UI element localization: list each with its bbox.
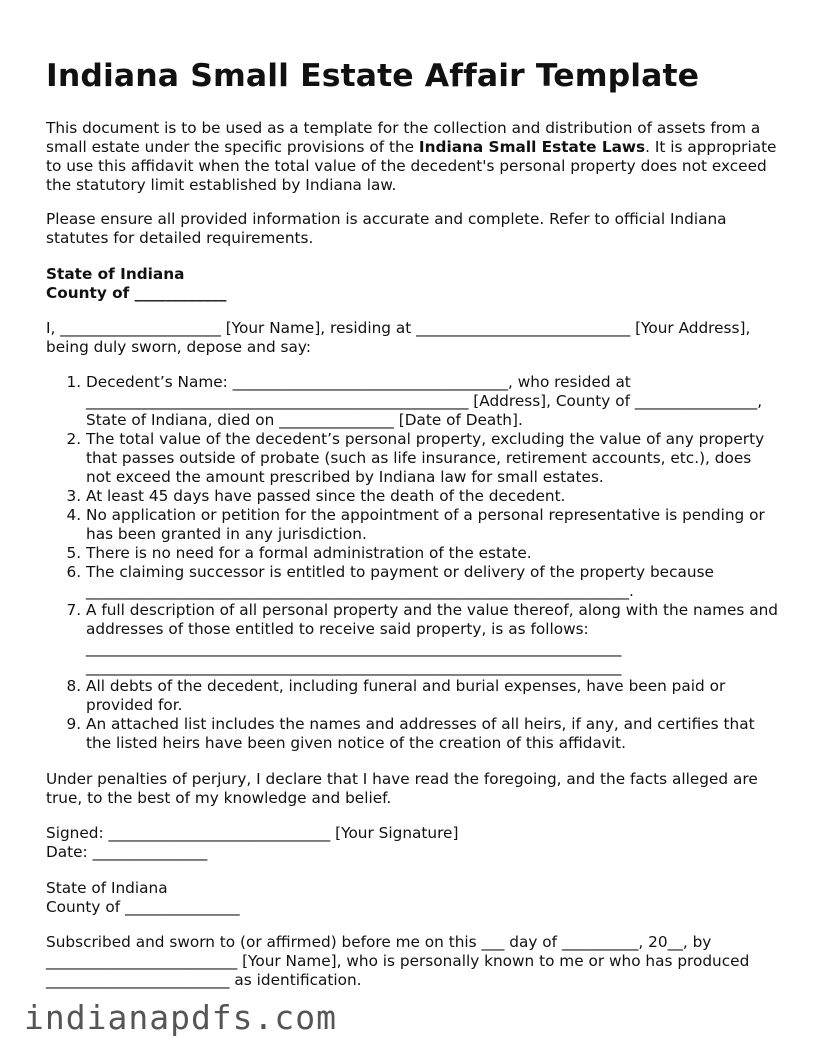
intro-text-1: This document is to be used as a template for the collection and distribution of assets from a small estate under the specific provisions of the bbox=[46, 119, 761, 156]
notary-venue-county: County of _______________ bbox=[46, 898, 240, 916]
venue-block bbox=[46, 265, 226, 303]
notary-venue-block bbox=[46, 879, 240, 917]
notary-jurat: Subscribed and sworn to (or affirmed) before me on this ___ day of __________, 20__, by _________________________ [Your Name], who is personally known to me or who has produced ________________________ as identification. bbox=[46, 933, 750, 989]
site-watermark: indianapdfs.com bbox=[24, 998, 338, 1037]
list-item: 5. There is no need for a formal administration of the estate. bbox=[86, 544, 778, 563]
list-item: 1. Decedent’s Name: ____________________________________, who resided at __________________________________________________ [Address], County of ________________, State of Indiana, died on _______________ [Date of Death]. bbox=[86, 373, 778, 430]
notary-venue-state: State of Indiana bbox=[46, 879, 168, 897]
signature-block bbox=[46, 824, 458, 862]
list-item: 4. No application or petition for the appointment of a personal representative is pending or has been granted in any jurisdiction. bbox=[86, 506, 778, 544]
list-item: 3. At least 45 days have passed since the death of the decedent. bbox=[86, 487, 778, 506]
signature-line: Signed: _____________________________ [Your Signature] bbox=[46, 824, 459, 842]
venue-state: State of Indiana bbox=[46, 265, 185, 283]
list-item: 2. The total value of the decedent’s personal property, excluding the value of any property that passes outside of probate (such as life insurance, retirement accounts, etc.), does not exceed the amount prescribed by Indiana law for small estates. bbox=[86, 430, 778, 487]
oath-paragraph: I, _____________________ [Your Name], residing at ____________________________ [Your Address], being duly sworn, depose and say: bbox=[46, 319, 751, 356]
perjury-declaration: Under penalties of perjury, I declare that I have read the foregoing, and the facts alleged are true, to the best of my knowledge and belief. bbox=[46, 770, 758, 807]
intro-bold-law-name: Indiana Small Estate Laws bbox=[418, 138, 646, 156]
intro-paragraph bbox=[46, 119, 778, 195]
venue-county: County of ____________ bbox=[46, 284, 227, 302]
date-line: Date: _______________ bbox=[46, 843, 208, 861]
page-title: Indiana Small Estate Affair Template bbox=[46, 58, 700, 94]
instructions-paragraph: Please ensure all provided information is accurate and complete. Refer to official Indiana statutes for detailed requirements. bbox=[46, 210, 727, 247]
list-item: 8. All debts of the decedent, including funeral and burial expenses, have been paid or provided for. bbox=[86, 677, 778, 715]
list-item: 6. The claiming successor is entitled to payment or delivery of the property because _______________________________________________________________________. bbox=[86, 563, 778, 601]
list-item: 7. A full description of all personal property and the value thereof, along with the names and addresses of those entitled to receive said property, is as follows: ______________________________________________________________________ ______________________________________________________________________ bbox=[86, 601, 778, 677]
affidavit-statements-list bbox=[46, 373, 778, 753]
intro-text-2: . It is appropriate to use this affidavit when the total value of the decedent's personal property does not exceed the statutory limit established by Indiana law. bbox=[46, 138, 777, 194]
list-item: 9. An attached list includes the names and addresses of all heirs, if any, and certifies that the listed heirs have been given notice of the creation of this affidavit. bbox=[86, 715, 778, 753]
